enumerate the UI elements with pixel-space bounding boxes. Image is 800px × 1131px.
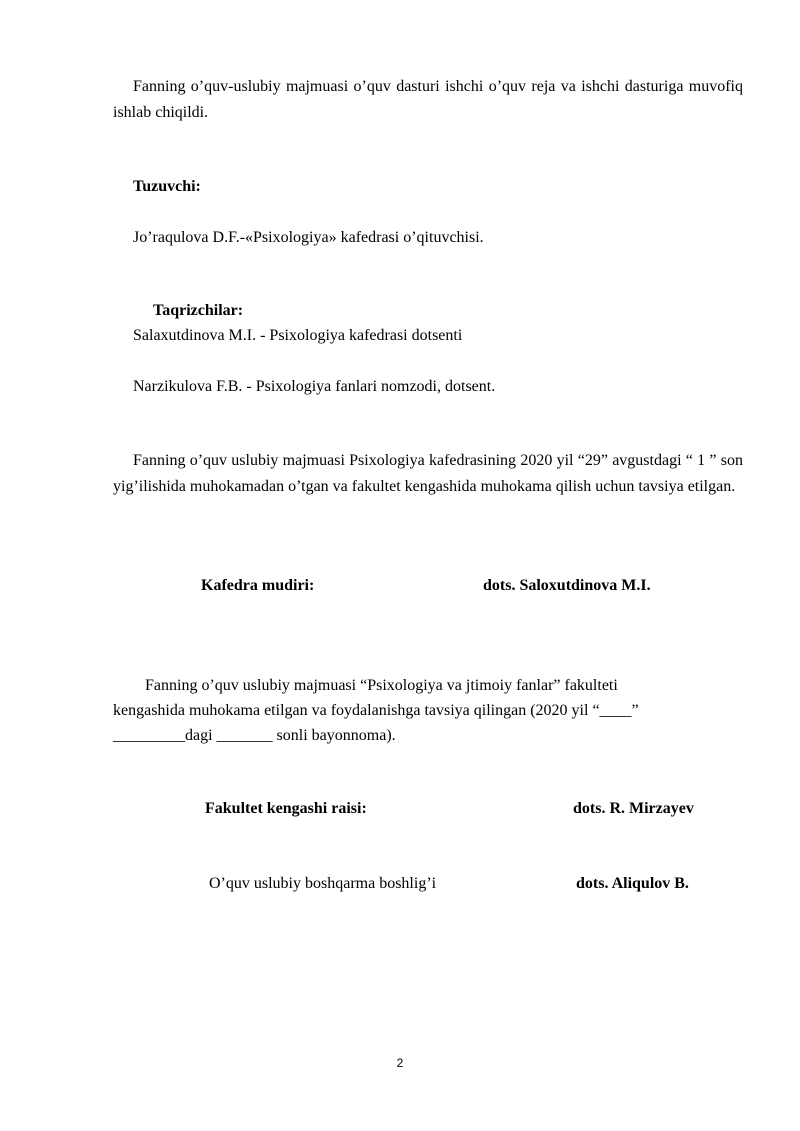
reviewer-item: Salaxutdinova M.I. - Psixologiya kafedrasi dotsenti	[133, 327, 463, 344]
methodical-head-name: dots. Aliqulov B.	[576, 875, 689, 892]
compiler-name-line: Jo’raqulova D.F.-«Psixologiya» kafedrasi o’qituvchisi.	[133, 229, 484, 246]
department-head-label: Kafedra mudiri:	[201, 577, 315, 594]
intro-paragraph	[113, 74, 743, 126]
faculty-chair-name: dots. R. Mirzayev	[573, 800, 694, 817]
methodical-head-label: O’quv uslubiy boshqarma boshlig’i	[209, 875, 437, 892]
faculty-chair-label: Fakultet kengashi raisi:	[205, 800, 367, 817]
department-approval-text: Fanning o’quv uslubiy majmuasi Psixologiya kafedrasining 2020 yil “29” avgustdagi “ 1 ” son yig’ilishida muhokamadan o’tgan va fakultet kengashida muhokama qilish uchun tavsiya etilgan.	[113, 452, 743, 495]
reviewers-heading: Taqrizchilar:	[153, 302, 244, 319]
faculty-approval-line: Fanning o’quv uslubiy majmuasi “Psixologiya va jtimoiy fanlar” fakulteti	[145, 677, 618, 694]
department-head-name: dots. Saloxutdinova M.I.	[483, 577, 651, 594]
faculty-approval-line: kengashida muhokama etilgan va foydalanishga tavsiya qilingan (2020 yil “____”	[113, 702, 639, 719]
department-approval-paragraph	[113, 448, 743, 500]
faculty-approval-line: _________dagi _______ sonli bayonnoma).	[113, 727, 396, 744]
intro-text: Fanning o’quv-uslubiy majmuasi o’quv dasturi ishchi o’quv reja va ishchi dasturiga muvofiq ishlab chiqildi.	[113, 78, 743, 121]
reviewer-item: Narzikulova F.B. - Psixologiya fanlari nomzodi, dotsent.	[133, 378, 496, 395]
page-number: 2	[396, 1056, 404, 1070]
compiler-heading: Tuzuvchi:	[133, 178, 201, 195]
